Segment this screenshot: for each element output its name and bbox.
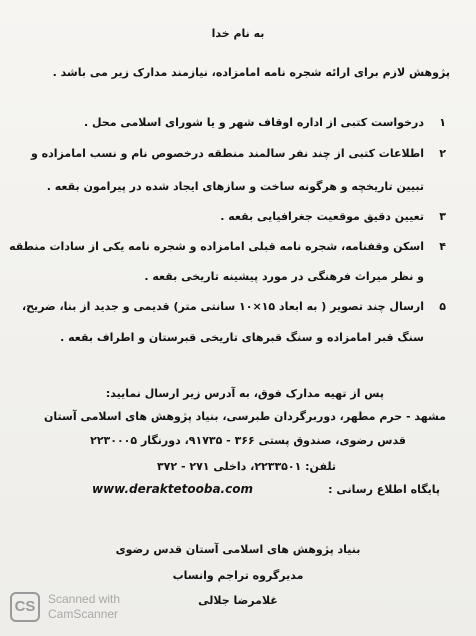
list-number-3: ۳ xyxy=(439,210,446,223)
list-number-1: ۱ xyxy=(439,116,446,129)
website-link[interactable]: www.deraktetooba.com xyxy=(92,482,253,496)
watermark-line-2: CamScanner xyxy=(48,607,119,621)
signature-name: غلامرضا جلالی xyxy=(198,594,278,607)
list-number-4: ۴ xyxy=(439,240,446,253)
watermark-text xyxy=(48,592,120,622)
phone-line: تلفن: ۲۲۳۳۵۰۱، داخلی ۲۷۱ - ۳۷۲ xyxy=(156,460,336,473)
list-item-1-line-1: درخواست کتبی از اداره اوقاف شهر و یا شورای اسلامی محل . xyxy=(83,116,424,129)
signature-org: بنیاد پژوهش های اسلامی آستان قدس رضوی xyxy=(115,543,361,556)
signature-dept: مدیرگروه تراجم وانساب xyxy=(172,569,304,582)
address-lead: پس از تهیه مدارک فوق، به آدرس زیر ارسال نمایید: xyxy=(105,387,384,400)
page-title: به نام خدا xyxy=(211,27,265,40)
list-item-4-line-2: و نظر میراث فرهنگی در مورد پیشینه تاریخی بقعه . xyxy=(144,270,424,283)
website-label: پایگاه اطلاع رسانی : xyxy=(328,483,440,496)
camscanner-watermark xyxy=(6,588,156,628)
list-item-2-line-1: اطلاعات کتبی از چند نفر سالمند منطقه درخصوص نام و نسب امامزاده و xyxy=(31,147,424,160)
intro-paragraph: پژوهش لازم برای ارائه شجره نامه امامزاده، نیازمند مدارک زیر می باشد . xyxy=(52,66,450,79)
list-item-4-line-1: اسکن وقفنامه، شجره نامه قبلی امامزاده و شجره نامه یکی از سادات منطقه xyxy=(9,240,424,253)
list-number-2: ۲ xyxy=(439,147,446,160)
address-line-2: قدس رضوی، صندوق پستی ۳۶۶ - ۹۱۷۳۵، دورنگار ۲۲۳۰۰۰۵ xyxy=(90,434,406,447)
list-item-5-line-2: سنگ قبر امامزاده و سنگ قبرهای تاریخی قبرستان و اطراف بقعه . xyxy=(60,331,424,344)
list-number-5: ۵ xyxy=(439,300,446,313)
address-line-1: مشهد - حرم مطهر، دوربرگردان طبرسی، بنیاد پژوهش های اسلامی آستان xyxy=(44,410,446,423)
list-item-2-line-2: تبیین تاریخچه و هرگونه ساخت و سازهای ایجاد شده در پیرامون بقعه . xyxy=(46,180,424,193)
list-item-3-line-1: تعیین دقیق موقعیت جغرافیایی بقعه . xyxy=(220,210,424,223)
list-item-5-line-1: ارسال چند تصویر ( به ابعاد ۱۵×۱۰ سانتی متر) قدیمی و جدید از بنا، ضریح، xyxy=(21,300,424,313)
watermark-line-1: Scanned with xyxy=(48,592,121,606)
camscanner-logo-icon: CS xyxy=(10,592,40,622)
